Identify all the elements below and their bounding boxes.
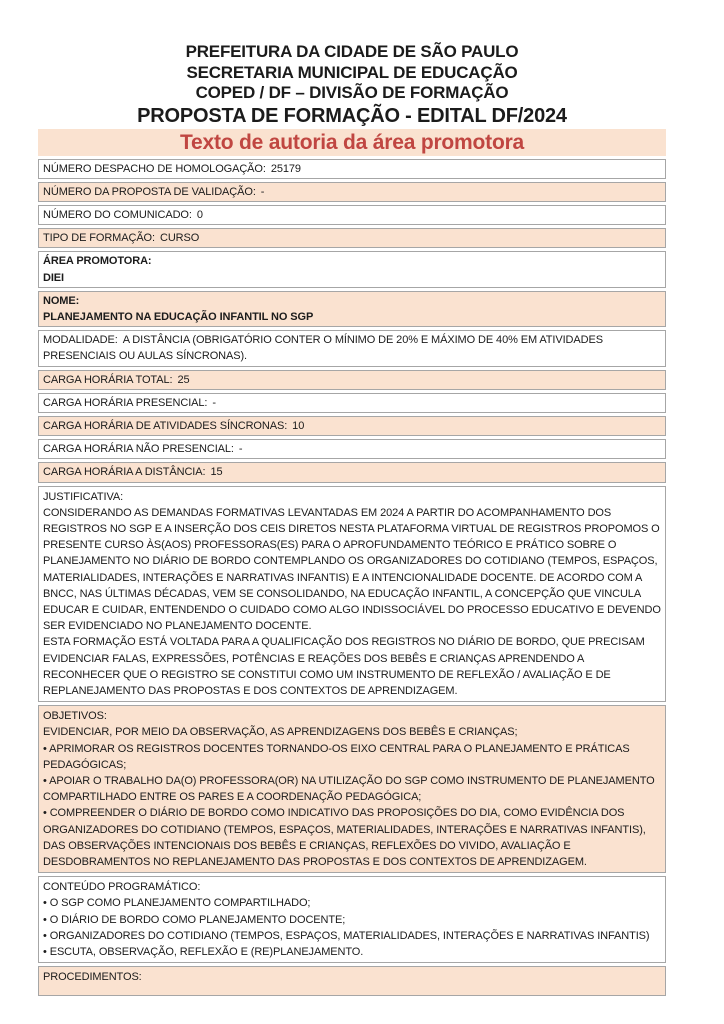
field-carga-horaria-sincronas: [38, 416, 666, 436]
section-paragraph: CONSIDERANDO AS DEMANDAS FORMATIVAS LEVANTADAS EM 2024 A PARTIR DO ACOMPANHAMENTO DOS REGISTROS NO SGP E A INSERÇÃO DOS CEIS DIRETOS NESTA PLATAFORMA VIRTUAL DE REGISTROS PROPOMOS O PRESENTE CURSO ÀS(AOS) PROFESSORAS(ES) PARA O APROFUNDAMENTO TEÓRICO E PRÁTICO SOBRE O PLANEJAMENTO NO DIÁRIO DE BORDO CONTEMPLANDO OS ORGANIZADORES DO COTIDIANO (TEMPOS, ESPAÇOS, MATERIALIDADES, INTERAÇÕES E NARRATIVAS INFANTIS) E A INTENCIONALIDADE DOCENTE. DE ACORDO COM A BNCC, NAS ÚLTIMAS DÉCADAS, VEM SE CONSOLIDANDO, NA EDUCAÇÃO INFANTIL, A CONCEPÇÃO QUE VINCULA EDUCAR E CUIDAR, ENTENDENDO O CUIDADO COMO ALGO INDISSOCIÁVEL DO PROCESSO EDUCATIVO E DEVENDO SER EVIDENCIADO NO PLANEJAMENTO DOCENTE.: [43, 506, 661, 633]
field-value: -: [238, 443, 243, 456]
field-label: CARGA HORÁRIA A DISTÂNCIA:: [43, 466, 206, 479]
field-label: NÚMERO DESPACHO DE HOMOLOGAÇÃO:: [43, 162, 266, 175]
field-carga-horaria-total: [38, 370, 666, 390]
objective-item: • APOIAR O TRABALHO DA(O) PROFESSORA(OR) NA UTILIZAÇÃO DO SGP COMO INSTRUMENTO DE PLANEJAMENTO COMPARTILHADO ENTRE OS PARES E A COORDENAÇÃO PEDAGÓGICA;: [43, 775, 655, 804]
field-label: CARGA HORÁRIA TOTAL:: [43, 373, 173, 386]
field-value: 15: [210, 466, 223, 479]
section-conteudo-programatico: [38, 876, 666, 963]
field-value: 25179: [270, 162, 301, 175]
section-objetivos: [38, 705, 666, 873]
field-label: CARGA HORÁRIA PRESENCIAL:: [43, 396, 208, 409]
authorship-banner: [38, 129, 666, 156]
objective-item: EVIDENCIAR, POR MEIO DA OBSERVAÇÃO, AS APRENDIZAGENS DOS BEBÊS E CRIANÇAS;: [43, 726, 518, 739]
section-title: OBJETIVOS:: [43, 710, 107, 723]
field-area-promotora: [38, 251, 666, 287]
document-header: [38, 42, 666, 128]
field-value: 25: [177, 373, 190, 386]
authorship-banner-text: Texto de autoria da área promotora: [179, 130, 525, 154]
field-tipo-formacao: [38, 228, 666, 248]
field-modalidade: [38, 330, 666, 366]
field-value: -: [212, 396, 216, 409]
content-item: • ORGANIZADORES DO COTIDIANO (TEMPOS, ESPAÇOS, MATERIALIDADES, INTERAÇÕES E NARRATIVAS INFANTIS): [43, 929, 650, 942]
content-item: • O SGP COMO PLANEJAMENTO COMPARTILHADO;: [43, 897, 311, 910]
field-label: TIPO DE FORMAÇÃO:: [43, 232, 155, 245]
section-title: CONTEÚDO PROGRAMÁTICO:: [43, 881, 201, 894]
field-carga-horaria-nao-presencial: [38, 439, 666, 459]
field-label: CARGA HORÁRIA DE ATIVIDADES SÍNCRONAS:: [43, 419, 288, 432]
section-justificativa: [38, 486, 666, 703]
field-carga-horaria-distancia: [38, 462, 666, 482]
document-title: PROPOSTA DE FORMAÇÃO - EDITAL DF/2024: [137, 104, 567, 127]
field-value: DIEI: [43, 271, 64, 284]
section-title: JUSTIFICATIVA:: [43, 490, 124, 503]
field-numero-despacho-homologacao: [38, 159, 666, 179]
field-value: 0: [196, 208, 203, 221]
section-paragraph: ESTA FORMAÇÃO ESTÁ VOLTADA PARA A QUALIFICAÇÃO DOS REGISTROS NO DIÁRIO DE BORDO, QUE PRECISAM EVIDENCIAR FALAS, EXPRESSÕES, POTÊNCIAS E REAÇÕES DOS BEBÊS E CRIANÇAS APRENDENDO A RECONHECER QUE O REGISTRO SE CONSTITUI COMO UM INSTRUMENTO DE REFLEXÃO / AVALIAÇÃO E DE REPLANEJAMENTO DAS PROPOSTAS E DOS CONTEXTOS DE APRENDIZAGEM.: [43, 636, 645, 697]
section-procedimentos: [38, 966, 666, 996]
field-value: PLANEJAMENTO NA EDUCAÇÃO INFANTIL NO SGP: [43, 310, 314, 323]
field-label: ÁREA PROMOTORA:: [43, 255, 152, 268]
field-value: CURSO: [159, 232, 200, 245]
org-name: PREFEITURA DA CIDADE DE SÃO PAULO: [185, 42, 519, 61]
content-item: • ESCUTA, OBSERVAÇÃO, REFLEXÃO E (RE)PLANEJAMENTO.: [43, 946, 364, 959]
field-label: MODALIDADE:: [43, 334, 118, 347]
department-name: SECRETARIA MUNICIPAL DE EDUCAÇÃO: [186, 62, 518, 82]
objective-item: • COMPREENDER O DIÁRIO DE BORDO COMO INDICATIVO DAS PROPOSIÇÕES DO DIA, COMO EVIDÊNCIA DOS ORGANIZADORES DO COTIDIANO (TEMPOS, ESPAÇOS, MATERIALIDADES, INTERAÇÕES E NARRATIVAS INFANTIS), DAS OBSERVAÇÕES INTENCIONAIS DOS BEBÊS E CRIANÇAS, REFLEXÕES DO VIVIDO, AVALIAÇÃO E DESDOBRAMENTOS NO REPLANEJAMENTO DAS PROPOSTAS E DOS CONTEXTOS DE APRENDIZAGEM.: [43, 807, 646, 869]
field-label: CARGA HORÁRIA NÃO PRESENCIAL:: [43, 443, 234, 456]
objective-item: • APRIMORAR OS REGISTROS DOCENTES TORNANDO-OS EIXO CENTRAL PARA O PLANEJAMENTO E PRÁTICAS PEDAGÓGICAS;: [43, 742, 630, 771]
fields-table: [38, 159, 666, 997]
field-nome: [38, 291, 666, 327]
field-numero-proposta-validacao: [38, 182, 666, 202]
field-value: -: [260, 185, 265, 198]
field-numero-comunicado: [38, 205, 666, 225]
section-title: PROCEDIMENTOS:: [43, 971, 142, 984]
field-label: NOME:: [43, 294, 80, 307]
field-value: A DISTÂNCIA (OBRIGATÓRIO CONTER O MÍNIMO DE 20% E MÁXIMO DE 40% EM ATIVIDADES PRESENCIAIS OU AULAS SÍNCRONAS).: [43, 334, 603, 363]
field-label: NÚMERO DA PROPOSTA DE VALIDAÇÃO:: [43, 185, 256, 198]
field-label: NÚMERO DO COMUNICADO:: [43, 208, 192, 221]
field-value: 10: [292, 419, 305, 432]
field-carga-horaria-presencial: [38, 393, 666, 413]
proposal-document: [38, 0, 666, 996]
division-name: COPED / DF – DIVISÃO DE FORMAÇÃO: [195, 83, 509, 102]
content-item: • O DIÁRIO DE BORDO COMO PLANEJAMENTO DOCENTE;: [43, 913, 346, 926]
